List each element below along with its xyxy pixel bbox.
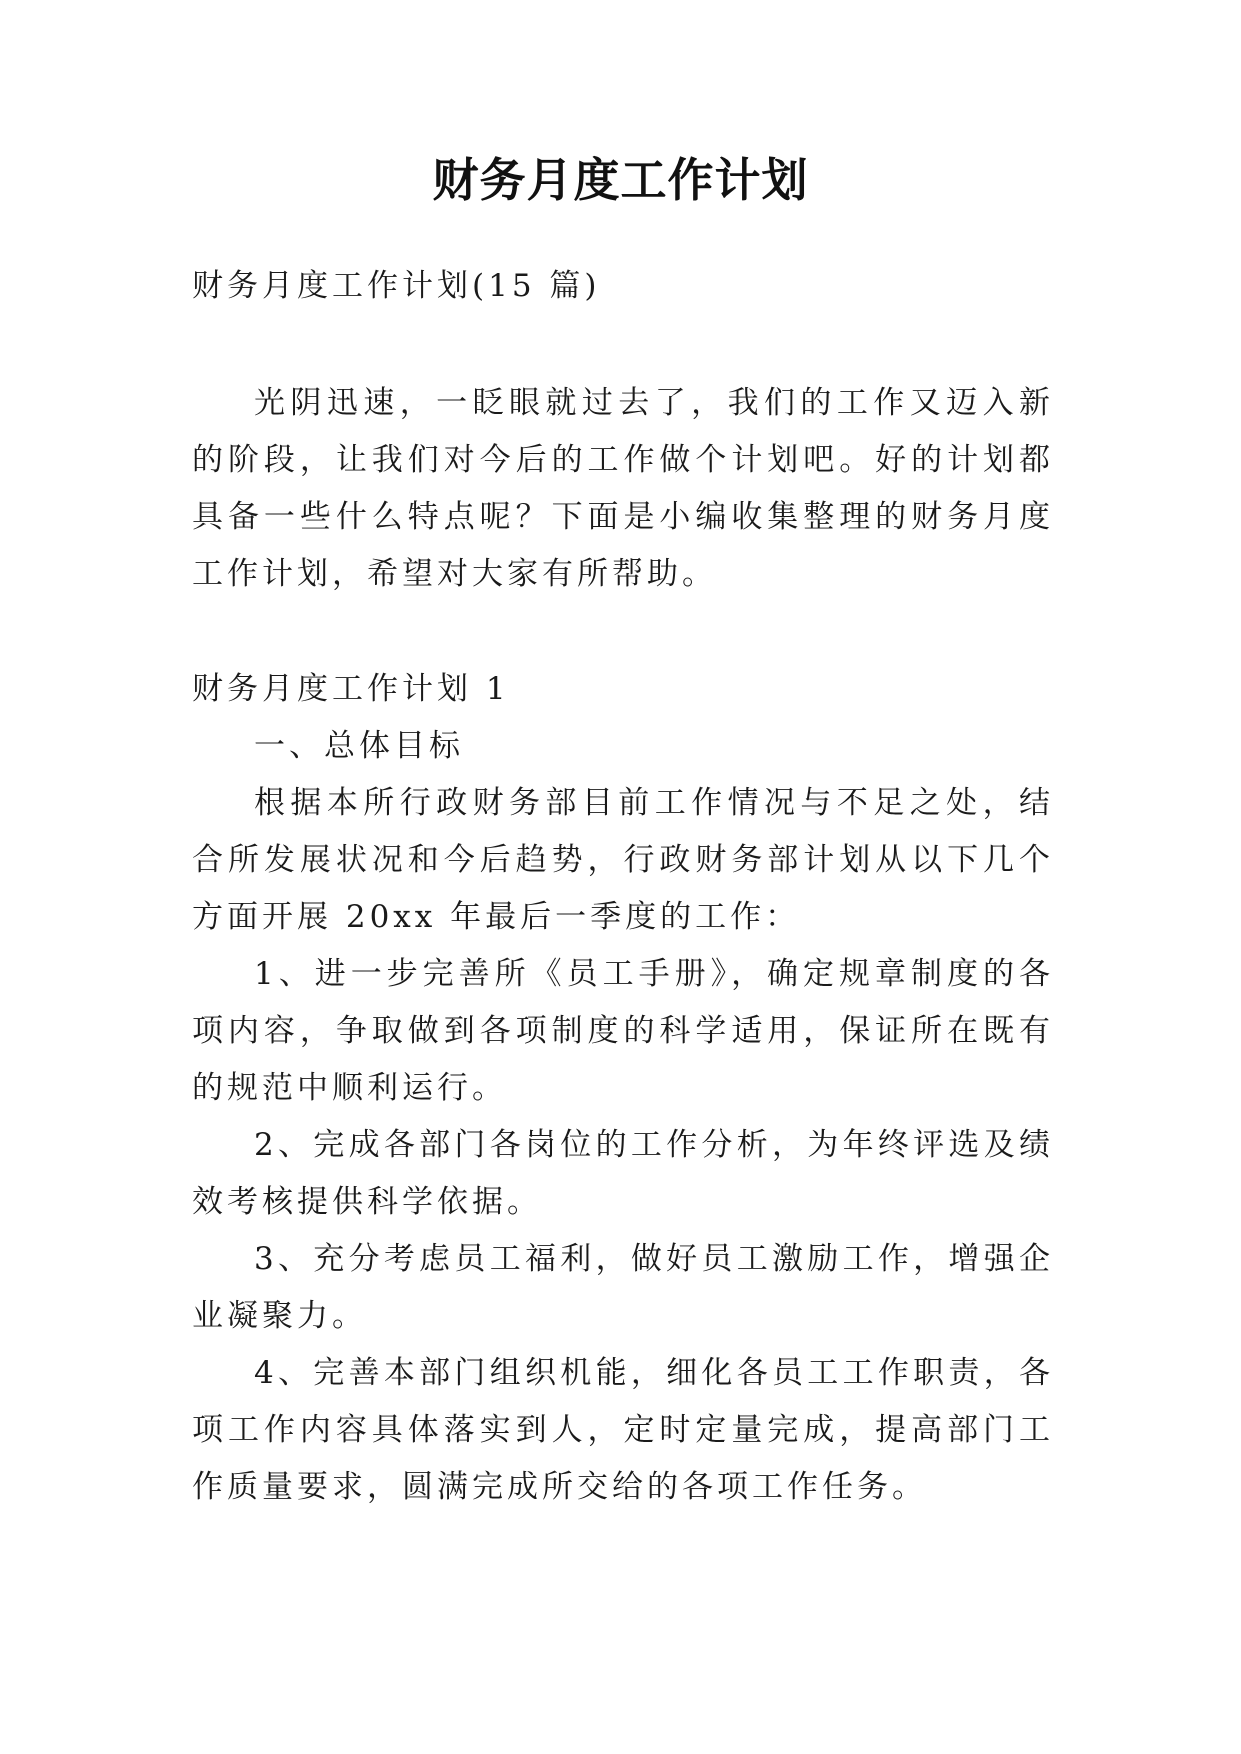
section-title: 财务月度工作计划 1 xyxy=(192,671,510,707)
list-item: 3、充分考虑员工福利，做好员工激励工作，增强企业凝聚力。 xyxy=(192,1241,1054,1334)
body-paragraph: 根据本所行政财务部目前工作情况与不足之处，结合所发展状况和今后趋势，行政财务部计划从以下几个方面开展 20xx 年最后一季度的工作： xyxy=(192,785,1054,935)
list-item: 2、完成各部门各岗位的工作分析，为年终评选及绩效考核提供科学依据。 xyxy=(192,1127,1054,1220)
document-body xyxy=(192,258,1054,1516)
intro-paragraph: 光阴迅速，一眨眼就过去了，我们的工作又迈入新的阶段，让我们对今后的工作做个计划吧。好的计划都具备一些什么特点呢？下面是小编收集整理的财务月度工作计划，希望对大家有所帮助。 xyxy=(192,385,1054,592)
document-subtitle: 财务月度工作计划(15 篇) xyxy=(192,268,601,304)
list-item: 4、完善本部门组织机能，细化各员工工作职责，各项工作内容具体落实到人，定时定量完成，提高部门工作质量要求，圆满完成所交给的各项工作任务。 xyxy=(192,1355,1054,1505)
list-item: 1、进一步完善所《员工手册》，确定规章制度的各项内容，争取做到各项制度的科学适用，保证所在既有的规范中顺利运行。 xyxy=(192,956,1054,1106)
section-heading: 一、总体目标 xyxy=(254,728,464,764)
document-title: 财务月度工作计划 xyxy=(432,153,809,207)
